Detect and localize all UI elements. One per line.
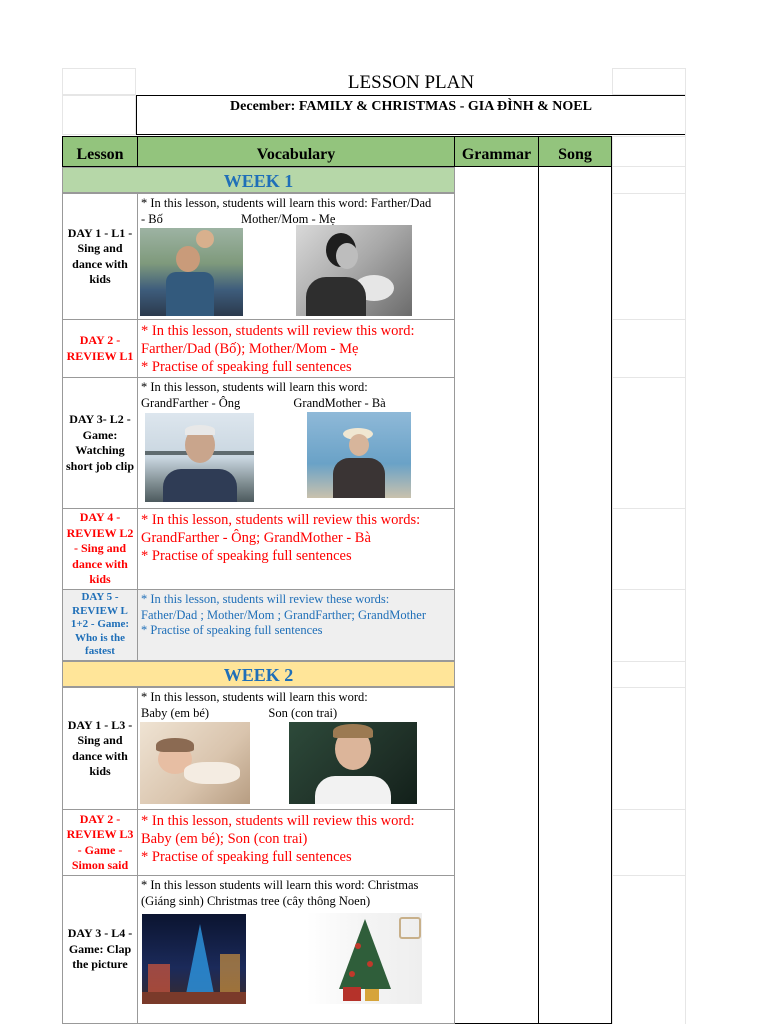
vocab-row5 <box>137 589 455 661</box>
vocab-text: - Bố Mother/Mom - Mẹ <box>141 211 336 226</box>
vocab-text: GrandFarther - Ông GrandMother - Bà <box>141 395 386 410</box>
grid-line <box>685 68 686 1024</box>
grid-cell <box>62 95 136 135</box>
grid-line <box>612 809 686 810</box>
lesson-row3 <box>62 377 138 509</box>
header-vocabulary: Vocabulary <box>137 136 455 167</box>
header-lesson: Lesson <box>62 136 138 167</box>
vocab-text: * Practise of speaking full sentences <box>141 623 323 637</box>
page-subtitle: December: FAMILY & CHRISTMAS - GIA ĐÌNH & NOEL <box>136 95 686 135</box>
lesson-label: DAY 2 - REVIEW L3 - Game - Simon said <box>66 811 134 872</box>
grammar-column <box>454 167 539 1024</box>
vocab-text: * In this lesson, students will review this word: <box>141 323 415 339</box>
grandmother-photo <box>307 412 411 498</box>
grid-line <box>612 875 686 876</box>
header-song: Song <box>538 136 612 167</box>
christmas-street-photo <box>142 914 246 1004</box>
vocab-text: Father/Dad ; Mother/Mom ; GrandFarther; GrandMother <box>141 607 427 622</box>
baby-photo <box>140 722 250 804</box>
week1-banner: WEEK 1 <box>62 167 455 193</box>
christmas-tree-photo <box>307 913 422 1004</box>
lesson-label: DAY 1 - L1 - Sing and dance with kids <box>67 225 133 286</box>
grid-line <box>612 319 686 320</box>
lesson-row7 <box>62 809 138 876</box>
grid-cell <box>612 136 686 167</box>
vocab-row2 <box>137 319 455 378</box>
vocab-row7 <box>137 809 455 876</box>
vocab-text: * Practise of speaking full sentences <box>141 849 352 865</box>
vocab-text: * In this lesson, students will learn this word: <box>141 690 368 704</box>
vocab-row4 <box>137 508 455 590</box>
lesson-row1 <box>62 193 138 320</box>
vocab-text: * Practise of speaking full sentences <box>141 359 352 375</box>
week2-banner: WEEK 2 <box>62 661 455 687</box>
grid-line <box>612 377 686 378</box>
mother-with-baby-photo <box>296 225 412 316</box>
grid-line <box>612 508 686 509</box>
lesson-row2 <box>62 319 138 378</box>
lesson-label: DAY 3 - L4 - Game: Clap the picture <box>67 926 133 972</box>
vocab-text: * In this lesson, students will review this words: <box>141 512 421 528</box>
vocab-text: * In this lesson, students will learn this word: <box>141 380 368 394</box>
vocab-text: * In this lesson, students will learn this word: Farther/Dad <box>141 196 432 210</box>
vocab-text: * In this lesson, students will review these words: <box>141 592 390 606</box>
extra-column <box>612 167 686 1024</box>
vocab-text: Baby (em bé) Son (con trai) <box>141 705 338 720</box>
father-with-child-photo <box>140 228 243 316</box>
lesson-label: DAY 1 - L3 - Sing and dance with kids <box>67 717 133 778</box>
song-column <box>538 167 612 1024</box>
boy-photo <box>289 722 417 804</box>
lesson-row4 <box>62 508 138 590</box>
lesson-row6 <box>62 687 138 810</box>
vocab-text: Farther/Dad (Bố); Mother/Mom - Mẹ <box>141 341 359 357</box>
grid-line <box>612 589 686 590</box>
vocab-text: * Practise of speaking full sentences <box>141 548 352 564</box>
grid-line <box>612 661 686 662</box>
header-grammar: Grammar <box>454 136 539 167</box>
vocab-text: * In this lesson, students will review this word: <box>141 813 415 829</box>
grid-cell <box>62 68 136 95</box>
lesson-row5 <box>62 589 138 661</box>
lesson-row8 <box>62 875 138 1024</box>
vocab-text: GrandFarther - Ông; GrandMother - Bà <box>141 530 371 546</box>
lesson-plan-sheet <box>62 68 686 1024</box>
page-title: LESSON PLAN <box>347 72 475 93</box>
vocab-text: Baby (em bé); Son (con trai) <box>141 831 308 847</box>
grandfather-photo <box>145 413 254 502</box>
lesson-label: DAY 5 - REVIEW L 1+2 - Game: Who is the fastest <box>70 591 130 658</box>
vocab-text: (Giáng sinh) Christmas tree (cây thông Noen) <box>141 893 371 908</box>
grid-line <box>612 687 686 688</box>
lesson-label: DAY 3- L2 - Game: Watching short job clip <box>65 412 134 473</box>
lesson-label: DAY 2 - REVIEW L1 <box>66 333 134 363</box>
lesson-label: DAY 4 - REVIEW L2 - Sing and dance with kids <box>66 510 134 587</box>
grid-line <box>612 193 686 194</box>
vocab-text: * In this lesson students will learn this word: Christmas <box>141 878 419 892</box>
